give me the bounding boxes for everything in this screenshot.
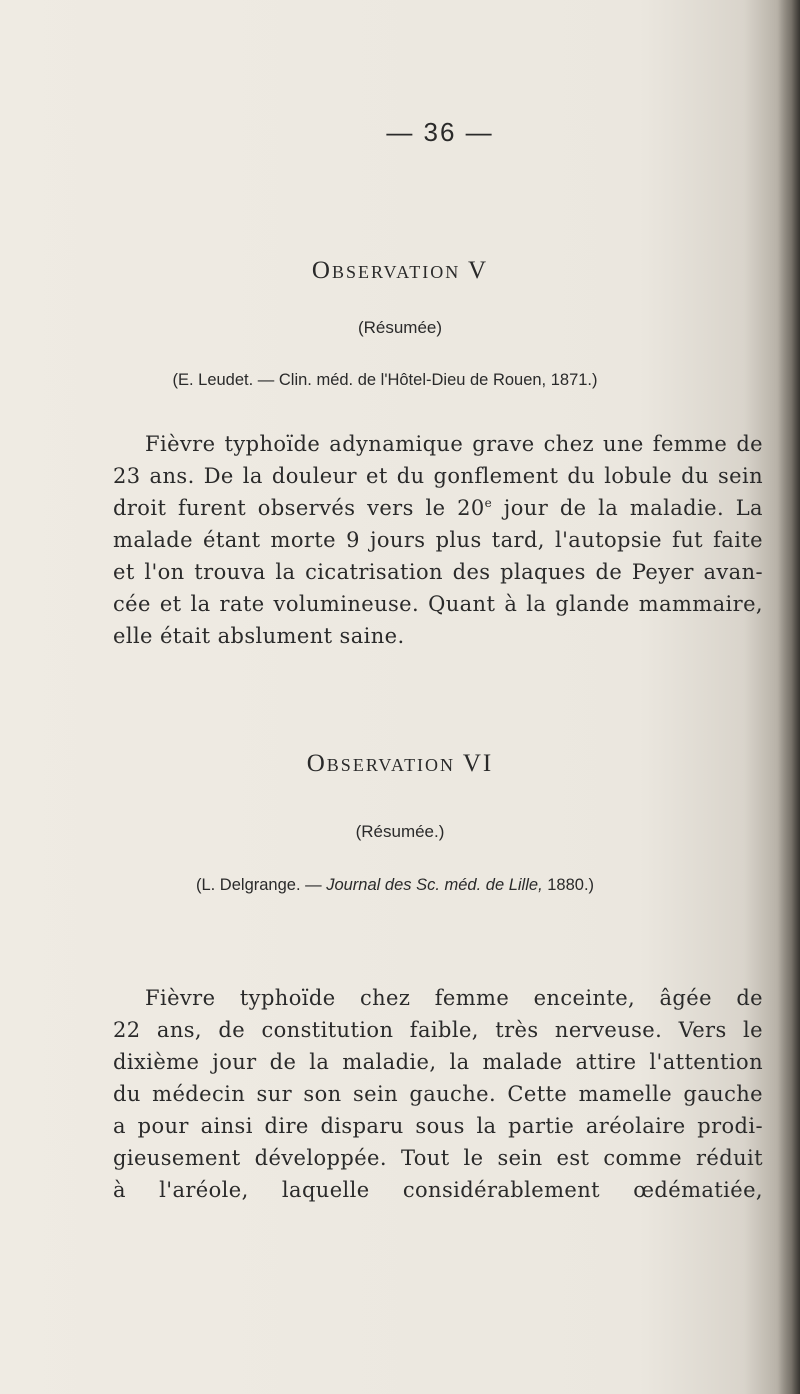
source-journal: Journal des Sc. méd. de Lille, [326, 876, 543, 894]
paragraph-line: du médecin sur son sein gauche. Cette mamelle gauche [113, 1082, 763, 1106]
ordinal-superscript: e [484, 496, 493, 510]
source-author: (L. Delgrange. — [195, 876, 327, 894]
paragraph-line: malade étant morte 9 jours plus tard, l'autopsie fut faite [113, 528, 763, 552]
paragraph-line: dixième jour de la maladie, la malade attire l'attention [113, 1050, 763, 1074]
observation-5-source: (E. Leudet. — Clin. méd. de l'Hôtel-Dieu de Rouen, 1871.) [172, 371, 598, 389]
observation-6-paragraph [113, 982, 763, 1206]
paragraph-line-end: jour de la maladie. La [492, 496, 763, 520]
paragraph-line: gieusement développée. Tout le sein est comme réduit [113, 1146, 763, 1170]
paragraph-line: 23 ans. De la douleur et du gonflement du lobule du sein [113, 464, 763, 488]
paragraph-line: et l'on trouva la cicatrisation des plaques de Peyer avan- [113, 560, 763, 584]
observation-6-subtitle: (Résumée.) [355, 822, 445, 841]
observation-5-paragraph [113, 428, 763, 652]
paragraph-line: Fièvre typhoïde adynamique grave chez une femme de [145, 432, 763, 456]
paragraph-line: Fièvre typhoïde chez femme enceinte, âgée de [145, 986, 763, 1010]
paragraph-line: elle était abslument saine. [113, 624, 405, 648]
paragraph-line-start: droit furent observés vers le 20 [113, 496, 485, 520]
book-spine-shadow [778, 0, 800, 1394]
paragraph-line: a pour ainsi dire disparu sous la partie aréolaire prodi- [113, 1114, 763, 1138]
observation-5-subtitle: (Résumée) [357, 318, 443, 337]
page-number: — 36 — [386, 117, 494, 147]
observation-5-title: Observation V [311, 257, 489, 284]
paragraph-line [113, 492, 763, 524]
paragraph-line: cée et la rate volumineuse. Quant à la glande mammaire, [113, 592, 763, 616]
observation-6-source [0, 876, 795, 895]
observation-6-title: Observation VI [306, 750, 494, 777]
paragraph-line: 22 ans, de constitution faible, très nerveuse. Vers le [113, 1018, 763, 1042]
source-year: 1880.) [542, 876, 595, 894]
paragraph-line: à l'aréole, laquelle considérablement œdématiée, [113, 1178, 763, 1202]
